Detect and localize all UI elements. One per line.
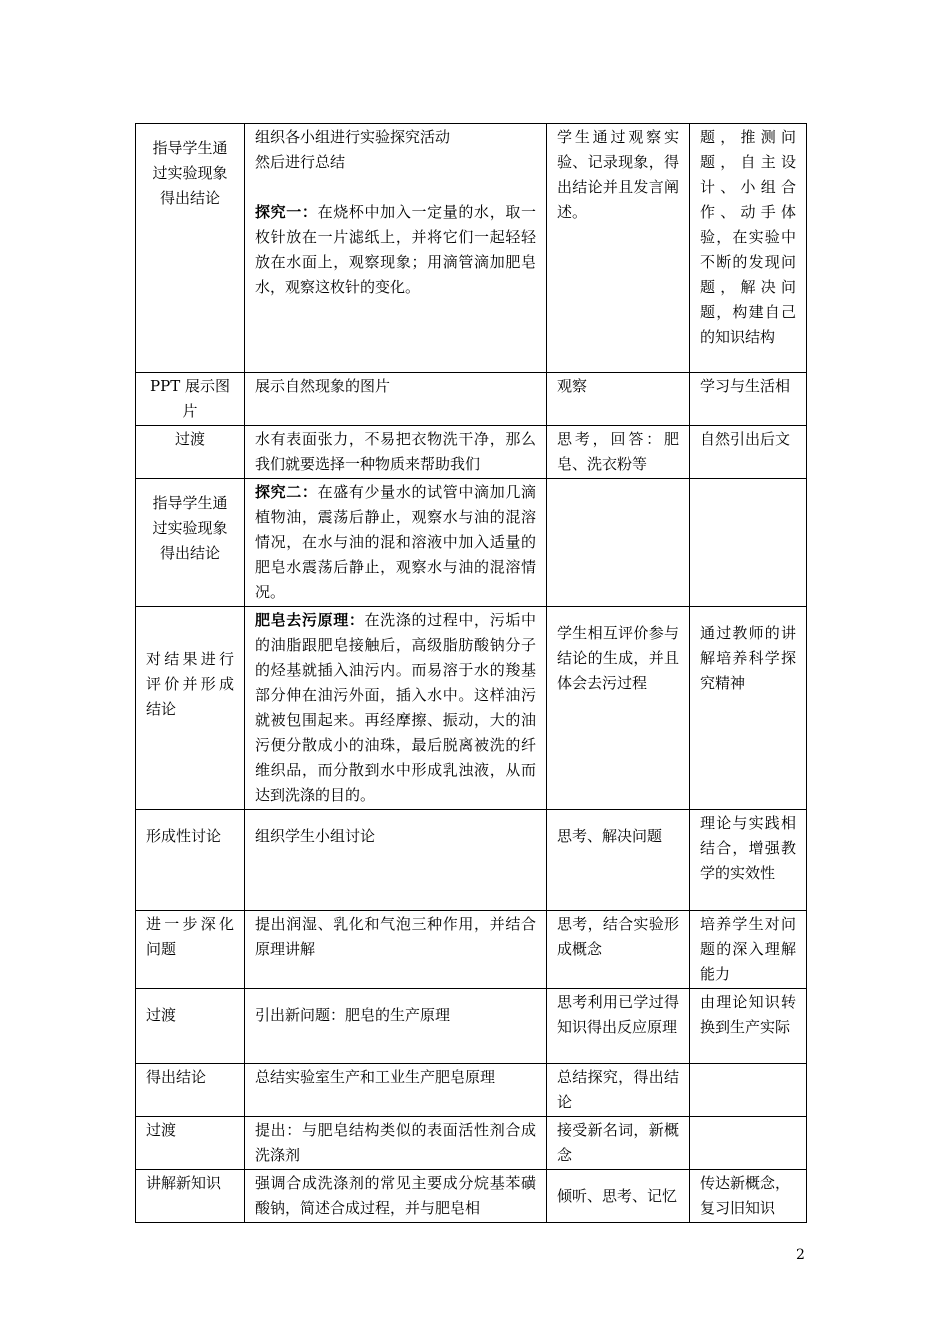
- student-cell: [547, 426, 690, 479]
- teacher-cell: [245, 810, 547, 911]
- teacher-cell: [245, 911, 547, 989]
- student-cell: [547, 479, 690, 607]
- student-text: 思考，回答：肥皂、洗衣粉等: [557, 430, 679, 473]
- intent-text: 理论与实践相结合，增强教学的实效性: [700, 814, 796, 882]
- intent-text: 培养学生对问题的深入理解能力: [700, 915, 796, 983]
- student-text: 思考，结合实验形成概念: [557, 915, 679, 958]
- step-text: 指导学生通过实验现象得出结论: [152, 139, 228, 207]
- step-text: 得出结论: [146, 1068, 207, 1086]
- teacher-line: 组织各小组进行实验探究活动: [255, 128, 451, 146]
- student-text: 思考、解决问题: [557, 827, 663, 845]
- table-row: [136, 989, 807, 1064]
- bold-heading: 探究一：: [255, 203, 318, 221]
- intent-text: 由理论知识转换到生产实际: [700, 993, 796, 1036]
- student-text: 接受新名词，新概念: [557, 1121, 679, 1164]
- teacher-text: 强调合成洗涤剂的常见主要成分烷基苯磺酸钠，简述合成过程，并与肥皂相: [255, 1174, 536, 1217]
- student-cell: [547, 1170, 690, 1223]
- teacher-cell: [245, 989, 547, 1064]
- intent-cell: [690, 373, 807, 426]
- intent-cell: [690, 1117, 807, 1170]
- intent-cell: [690, 989, 807, 1064]
- step-text: PPT 展示图片: [150, 377, 230, 420]
- step-text: 过渡: [174, 430, 205, 448]
- student-cell: [547, 1117, 690, 1170]
- intent-cell: [690, 124, 807, 373]
- step-cell: [136, 1170, 245, 1223]
- teacher-cell: [245, 426, 547, 479]
- intent-cell: [690, 426, 807, 479]
- student-text: 倾听、思考、记忆: [557, 1186, 678, 1205]
- teacher-cell: [245, 124, 547, 373]
- table-row: [136, 911, 807, 989]
- teacher-line: 然后进行总结: [255, 153, 346, 171]
- intent-text: 自然引出后文: [700, 430, 791, 448]
- student-cell: [547, 989, 690, 1064]
- teacher-cell: [245, 1117, 547, 1170]
- teacher-text: 在洗涤的过程中，污垢中的油脂跟肥皂接触后，高级脂肪酸钠分子的烃基就插入油污内。而易溶于水的羧基部分伸在油污外面，插入水中。这样油污就被包围起来。再经摩擦、振动，大的油污便分散成小的油珠，最后脱离被洗的纤维织品，而分散到水中形成乳浊液，从而达到洗涤的目的。: [255, 611, 536, 804]
- student-text: 思考利用已学过得知识得出反应原理: [557, 993, 679, 1036]
- step-cell: [136, 124, 245, 373]
- teacher-cell: [245, 1170, 547, 1223]
- teacher-text: 在烧杯中加入一定量的水，取一枚针放在一片滤纸上，并将它们一起轻轻放在水面上，观察现象；用滴管滴加肥皂水，观察这枚针的变化。: [255, 203, 536, 296]
- teacher-text: 组织学生小组讨论: [255, 827, 376, 845]
- teacher-cell: [245, 479, 547, 607]
- step-cell: [136, 810, 245, 911]
- student-cell: [547, 810, 690, 911]
- table-row: [136, 810, 807, 911]
- bold-heading: 肥皂去污原理：: [255, 611, 365, 629]
- step-text: 进一步深化问题: [146, 915, 234, 958]
- step-text: 形成性讨论: [146, 827, 222, 845]
- student-cell: [547, 607, 690, 810]
- teacher-text: 总结实验室生产和工业生产肥皂原理: [255, 1068, 496, 1086]
- bold-heading: 探究二：: [255, 483, 318, 501]
- step-cell: [136, 373, 245, 426]
- student-text: 总结探究，得出结论: [557, 1068, 679, 1111]
- teacher-cell: [245, 373, 547, 426]
- teacher-text: 提出润湿、乳化和气泡三种作用，并结合原理讲解: [255, 915, 536, 958]
- teacher-text: 引出新问题：肥皂的生产原理: [255, 1006, 451, 1024]
- student-cell: [547, 1064, 690, 1117]
- step-text: 过渡: [146, 1006, 177, 1024]
- intent-cell: [690, 810, 807, 911]
- teacher-text: 在盛有少量水的试管中滴加几滴植物油，震荡后静止，观察水与油的混溶情况，在水与油的混和溶液中加入适量的肥皂水震荡后静止，观察水与油的混溶情况。: [255, 483, 536, 601]
- intent-cell: [690, 607, 807, 810]
- intent-text: 通过教师的讲解培养科学探究精神: [700, 624, 796, 692]
- teacher-paragraph: [255, 200, 536, 300]
- step-text: 指导学生通过实验现象得出结论: [152, 494, 228, 562]
- intent-cell: [690, 1064, 807, 1117]
- step-cell: [136, 911, 245, 989]
- lesson-plan-table: [135, 123, 807, 1223]
- step-text: 对结果进行评价并形成结论: [146, 650, 234, 718]
- step-cell: [136, 479, 245, 607]
- teacher-cell: [245, 1064, 547, 1117]
- intent-cell: [690, 479, 807, 607]
- table-row: [136, 426, 807, 479]
- teacher-cell: [245, 607, 547, 810]
- page-number: 2: [796, 1247, 805, 1263]
- teacher-text: 水有表面张力，不易把衣物洗干净，那么我们就要选择一种物质来帮助我们: [255, 430, 536, 473]
- student-text: 学生通过观察实验、记录现象，得出结论并且发言阐述。: [557, 128, 679, 221]
- table-row: [136, 1170, 807, 1223]
- student-text: 观察: [557, 377, 588, 395]
- teacher-text: 提出：与肥皂结构类似的表面活性剂合成洗涤剂: [255, 1121, 536, 1164]
- table-row: [136, 479, 807, 607]
- student-cell: [547, 373, 690, 426]
- step-cell: [136, 1117, 245, 1170]
- teacher-text: 展示自然现象的图片: [255, 377, 391, 395]
- student-cell: [547, 911, 690, 989]
- intent-text: 题，推测问题，自主设计、小组合作、动手体验，在实验中不断的发现问题，解决问题，构建自己的知识结构: [700, 128, 796, 346]
- step-text: 过渡: [146, 1121, 177, 1139]
- step-cell: [136, 1064, 245, 1117]
- intent-cell: [690, 911, 807, 989]
- student-text: 学生相互评价参与结论的生成，并且体会去污过程: [557, 624, 679, 692]
- step-cell: [136, 607, 245, 810]
- step-cell: [136, 426, 245, 479]
- intent-cell: [690, 1170, 807, 1223]
- table-row: [136, 607, 807, 810]
- intent-text: 传达新概念，复习旧知识: [700, 1174, 791, 1217]
- intent-text: 学习与生活相: [700, 377, 791, 395]
- table-row: [136, 1117, 807, 1170]
- table-row: [136, 124, 807, 373]
- student-cell: [547, 124, 690, 373]
- step-cell: [136, 989, 245, 1064]
- step-text: 讲解新知识: [146, 1174, 222, 1192]
- table-row: [136, 1064, 807, 1117]
- table-row: [136, 373, 807, 426]
